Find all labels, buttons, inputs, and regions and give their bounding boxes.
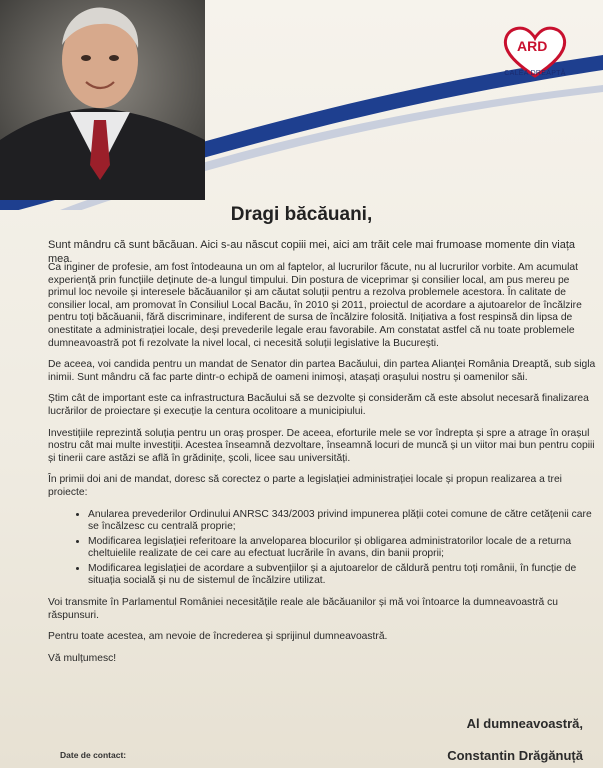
- paragraph: De aceea, voi candida pentru un mandat de Senator din partea Bacăului, din partea Alianței România Dreaptă, sub sigla inimii. Sunt mândru că fac parte dintr-o echipă de oameni inimoși, atașați orașului nostru și oamenilor săi.: [48, 359, 596, 383]
- greeting-heading: Dragi băcăuani,: [230, 204, 373, 225]
- thanks-text: Vă mulțumesc!: [48, 652, 117, 664]
- projects-list: [48, 509, 596, 589]
- letter-body: [48, 262, 596, 674]
- header: [0, 0, 603, 210]
- paragraph: În primii doi ani de mandat, doresc să corectez o parte a legislației administrației locale și propun realizarea a trei proiecte:: [48, 474, 562, 498]
- list-item: • Modificarea legislației de acordare a subvențiilor și a ajutoarelor de căldură pentru toți românii, în funcție de situația socială și nu de sistemul de încălzire utilizat.: [88, 563, 596, 588]
- logo-text: ARD: [517, 38, 548, 54]
- intro-text: Sunt mândru că sunt băcăuan. Aici s-au născut copiii mei, aici am trăit cele mai frumoase momente din viața mea.: [48, 239, 576, 265]
- paragraph: Ca inginer de profesie, am fost întodeauna un om al faptelor, al lucrurilor făcute, nu al lucrurilor vorbite. Am acumulat experiență prin funcțiile deținute de-a lungul timpului. Din postura de viceprimar și consilier local, am pus mereu pe primul loc nevoile și interesele băcăuanilor și am căutat soluții pentru a rezolva problemele acestora. În calitate de consilier local, am promovat în Consiliul Local Bacău, în 2010 și 2011, proiectul de acordare a ajutoarelor de încălzire pentru toți băcăuanii, fără discriminare, indiferent de sursa de încălzire folosită. Inițiativa a fost respinsă din lipsa de onestitate a administrației locale, deși prevederile legale erau favorabile. Am constatat astfel că nu toate problemele dumneavoastră pot fi rezolvate la nivel local, ci necesită soluții legislative la București.: [48, 262, 582, 349]
- paragraph: Pentru toate acestea, am nevoie de încrederea și sprijinul dumneavoastră.: [48, 631, 388, 643]
- contact-label: Date de contact:: [60, 750, 127, 760]
- signature-name: Constantin Drăgănuță: [447, 748, 583, 763]
- paragraph: Investițiile reprezintă soluția pentru un oraș prosper. De aceea, eforturile mele se vor îndrepta și spre a atrage în orașul nostru cât mai multe investiții. Acestea înseamnă dezvoltare, înseamnă locuri de muncă și un viitor mai bun pentru copiii și tinerii care astăzi se află în grădinițe, școli, licee sau universități.: [48, 427, 595, 464]
- logo-tagline: CALEA DREAPTĂ: [504, 70, 566, 77]
- paragraph: Voi transmite în Parlamentul României necesitățile reale ale băcăuanilor și mă voi întoarce la dumneavoastră cu răspunsuri.: [48, 597, 558, 621]
- paragraph: Știm cât de important este ca infrastructura Bacăului să se dezvolte și considerăm că este absolut necesară finalizarea lucrărilor de proiectare și execuție la centura ocolitoare a municipiului.: [48, 393, 589, 417]
- candidate-photo: [0, 0, 205, 200]
- list-item: • Anularea prevederilor Ordinului ANRSC 343/2003 privind impunerea plății cotei comune de către cetățenii care se încălzesc cu centrală proprie;: [88, 509, 596, 534]
- list-item: • Modificarea legislației referitoare la anveloparea blocurilor și obligarea administratorilor locale de a returna cheltuielile realizate de cei care au efectuat lucrările în avans, din banii proprii;: [88, 536, 596, 561]
- sign-off: Al dumneavoastră,: [466, 716, 583, 731]
